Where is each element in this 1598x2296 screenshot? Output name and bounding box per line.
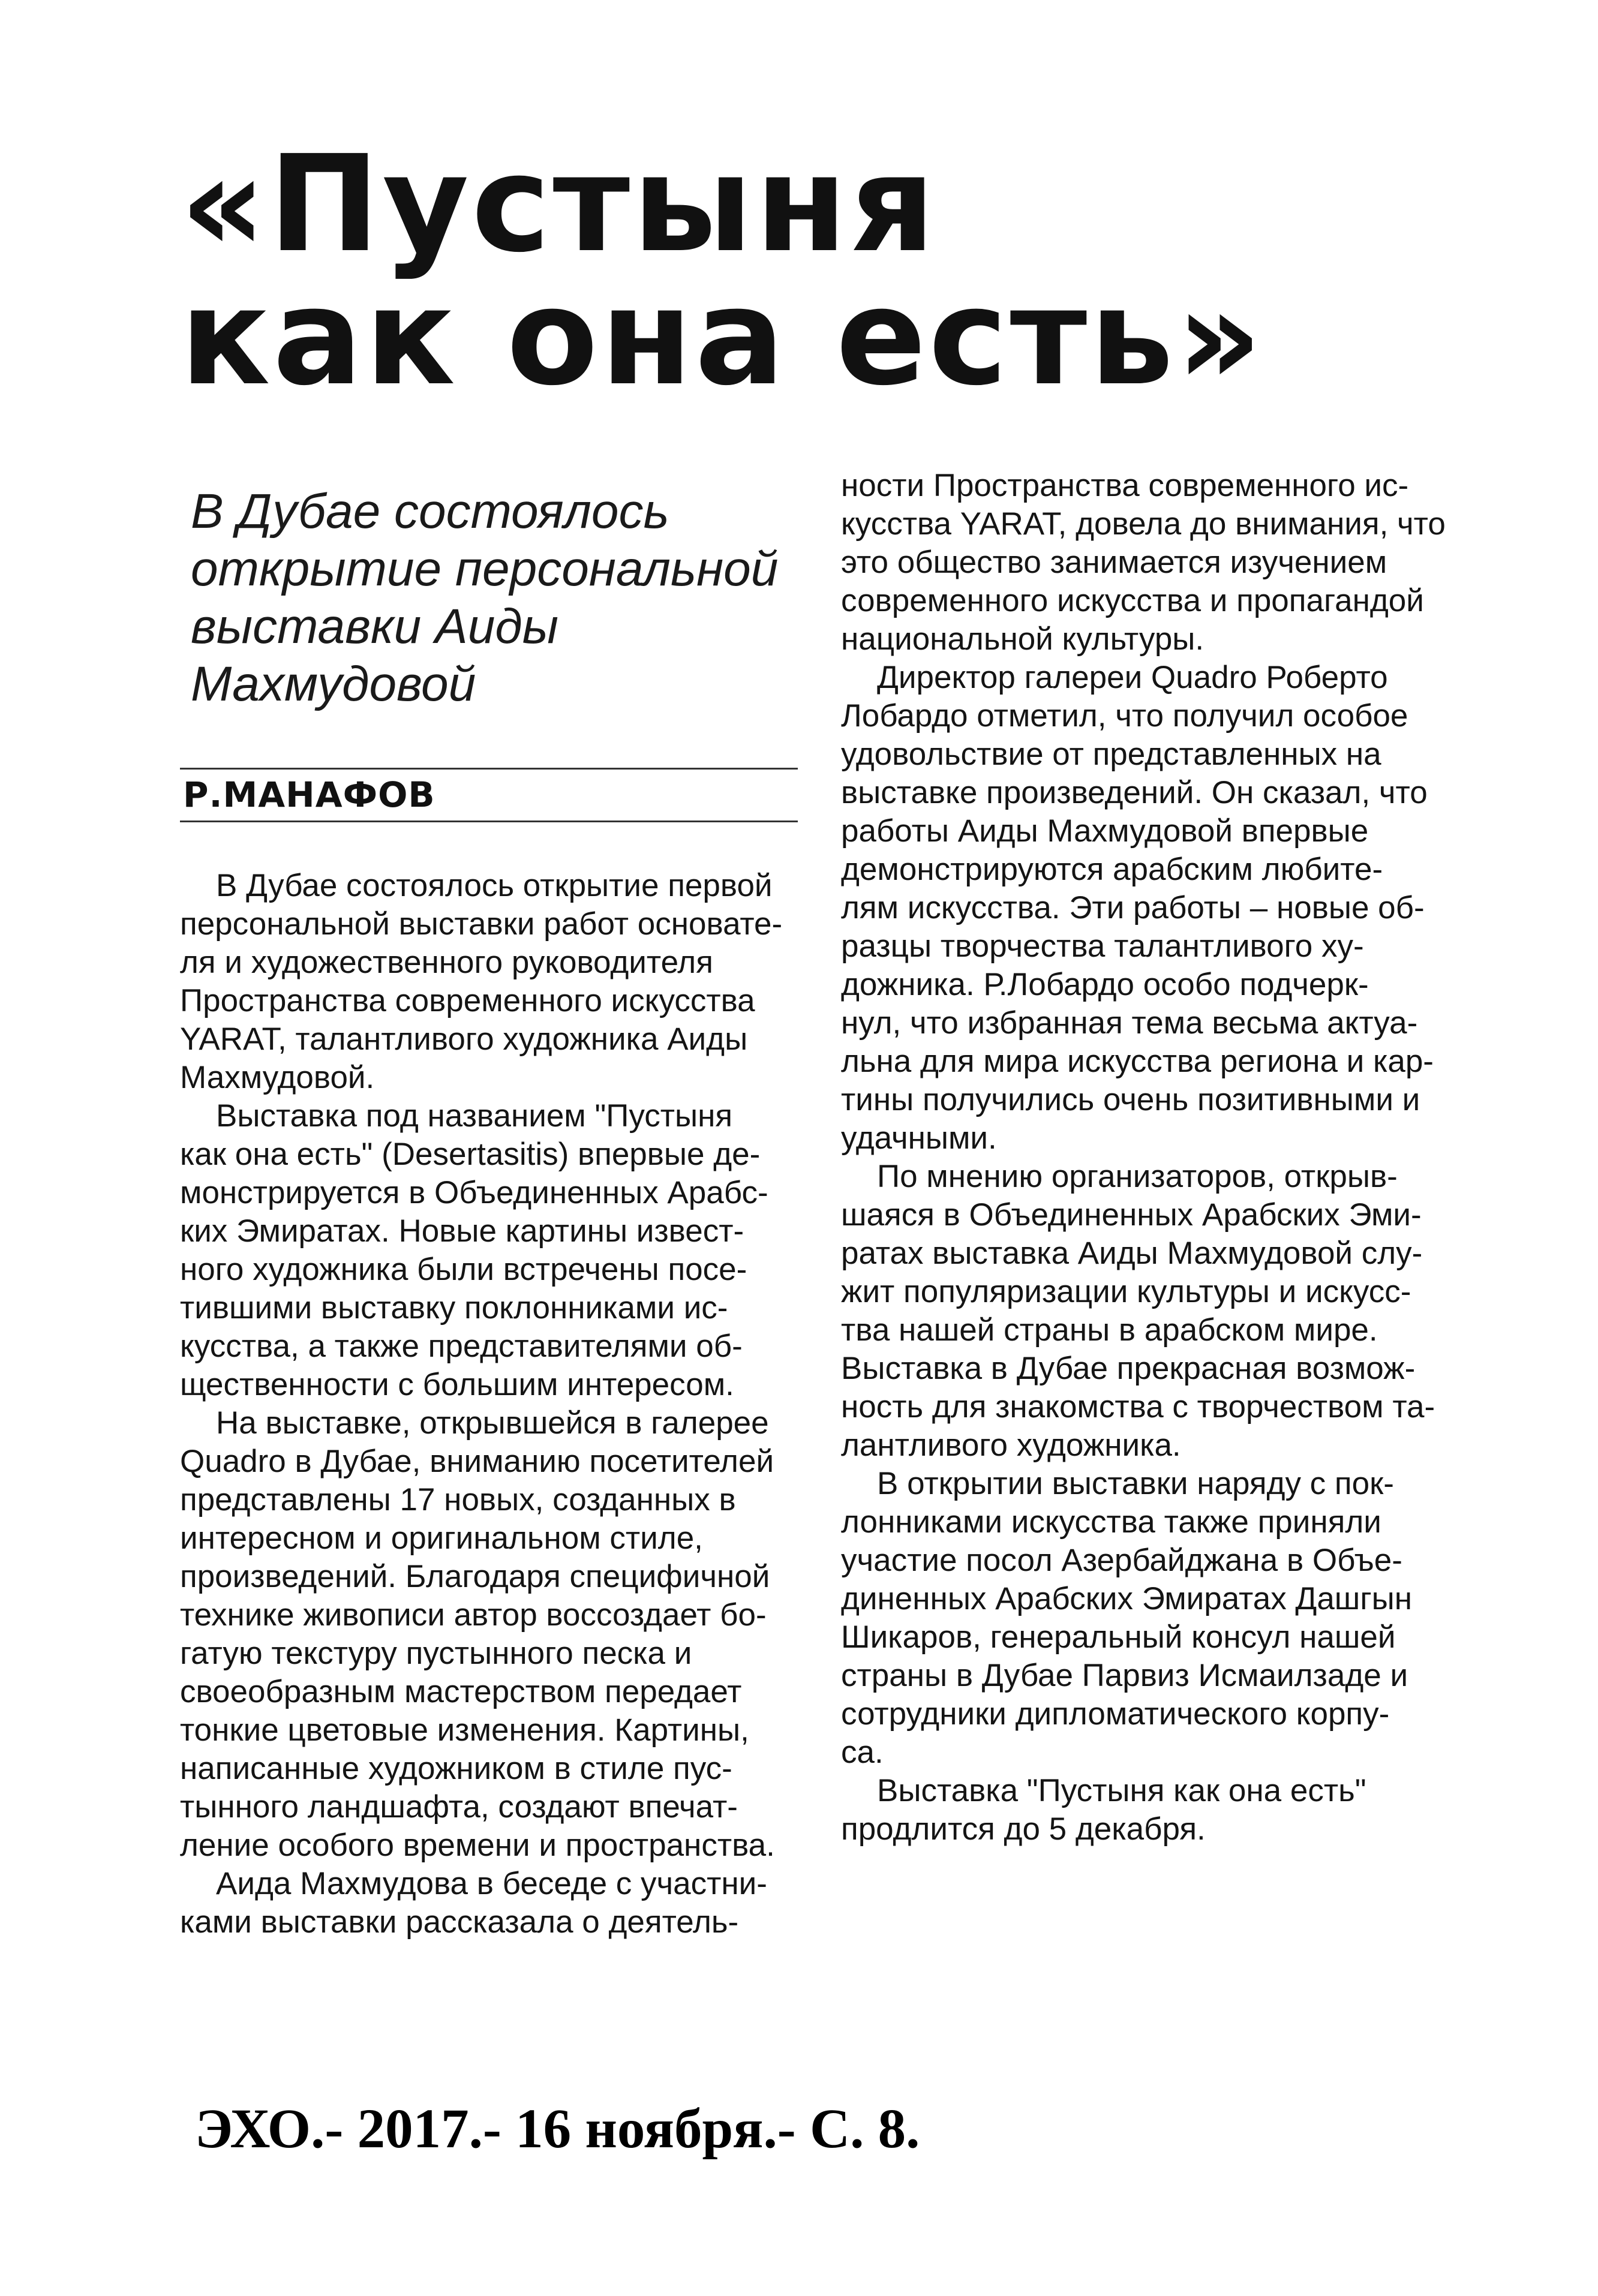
text-line: демонстрируются арабским любите- bbox=[841, 852, 1383, 887]
text-line: ного художника были встречены посе- bbox=[180, 1252, 747, 1287]
text-line: Выставка "Пустыня как она есть" bbox=[877, 1773, 1366, 1808]
article-column-right bbox=[841, 467, 1453, 1849]
text-line: тины получились очень позитивными и bbox=[841, 1082, 1420, 1117]
text-line: ности Пространства современного ис- bbox=[841, 468, 1409, 503]
text-line: персональной выставки работ основате- bbox=[180, 906, 783, 942]
text-line: тившими выставку поклонниками ис- bbox=[180, 1290, 728, 1326]
subtitle-line: открытие персональной bbox=[191, 542, 779, 596]
article-column-left bbox=[180, 867, 804, 1942]
text-line: Шикаров, генеральный консул нашей bbox=[841, 1619, 1396, 1655]
text-line: Директор галереи Quadro Роберто bbox=[877, 660, 1388, 695]
text-line: продлится до 5 декабря. bbox=[841, 1811, 1206, 1847]
text-line: сотрудники дипломатического корпу- bbox=[841, 1696, 1390, 1732]
subtitle-line: Махмудовой bbox=[191, 657, 476, 711]
text-line: тонкие цветовые изменения. Картины, bbox=[180, 1712, 749, 1748]
headline-line-1: «Пустыня bbox=[180, 127, 938, 282]
text-line: Махмудовой. bbox=[180, 1060, 375, 1095]
text-line: ля и художественного руководителя bbox=[180, 945, 713, 980]
text-line: лям искусства. Эти работы – новые об- bbox=[841, 890, 1425, 925]
text-line: льна для мира искусства региона и кар- bbox=[841, 1044, 1434, 1079]
subtitle-line: выставки Аиды bbox=[191, 599, 558, 654]
text-line: кусства, а также представителями об- bbox=[180, 1329, 743, 1364]
text-line: гатую текстуру пустынного песка и bbox=[180, 1636, 692, 1671]
text-line: дожника. Р.Лобардо особо подчерк- bbox=[841, 967, 1369, 1002]
text-line: диненных Арабских Эмиратах Дашгын bbox=[841, 1581, 1413, 1616]
text-line: написанные художником в стиле пус- bbox=[180, 1751, 732, 1786]
subtitle bbox=[191, 483, 803, 713]
headline bbox=[180, 127, 1500, 415]
text-line: удовольствие от представленных на bbox=[841, 737, 1381, 772]
text-line: тынного ландшафта, создают впечат- bbox=[180, 1789, 738, 1825]
text-line: нул, что избранная тема весьма актуа- bbox=[841, 1005, 1418, 1041]
text-line: интересном и оригинальном стиле, bbox=[180, 1520, 703, 1556]
text-line: выставке произведений. Он сказал, что bbox=[841, 775, 1428, 810]
text-line: жит популяризации культуры и искусс- bbox=[841, 1274, 1411, 1309]
author-rule-bottom bbox=[180, 821, 798, 822]
text-line: страны в Дубае Парвиз Исмаилзаде и bbox=[841, 1658, 1408, 1693]
text-line: ками выставки рассказала о деятель- bbox=[180, 1904, 739, 1940]
text-line: национальной культуры. bbox=[841, 621, 1204, 657]
text-line: ление особого времени и пространства. bbox=[180, 1828, 775, 1863]
text-line: Выставка под названием "Пустыня bbox=[216, 1098, 733, 1134]
text-line: Выставка в Дубае прекрасная возмож- bbox=[841, 1351, 1416, 1386]
text-line: ких Эмиратах. Новые картины извест- bbox=[180, 1213, 744, 1249]
text-line: Quadro в Дубае, вниманию посетителей bbox=[180, 1444, 774, 1479]
text-line: современного искусства и пропагандой bbox=[841, 583, 1424, 618]
text-line: своеобразным мастерством передает bbox=[180, 1674, 742, 1709]
text-line: По мнению организаторов, открыв- bbox=[877, 1159, 1398, 1194]
text-line: удачными. bbox=[841, 1120, 997, 1156]
text-line: произведений. Благодаря специфичной bbox=[180, 1559, 770, 1594]
text-line: технике живописи автор воссоздает бо- bbox=[180, 1597, 767, 1633]
text-line: разцы творчества талантливого ху- bbox=[841, 928, 1364, 964]
author-rule-top bbox=[180, 768, 798, 770]
text-line: Лобардо отметил, что получил особое bbox=[841, 698, 1408, 734]
text-line: кусства YARAT, довела до внимания, что bbox=[841, 506, 1446, 542]
subtitle-line: В Дубае состоялось bbox=[191, 484, 669, 539]
text-line: представлены 17 новых, созданных в bbox=[180, 1482, 736, 1517]
text-line: монстрируется в Объединенных Арабс- bbox=[180, 1175, 768, 1210]
text-line: YARAT, талантливого художника Аиды bbox=[180, 1021, 748, 1057]
text-line: В Дубае состоялось открытие первой bbox=[216, 868, 773, 903]
text-line: как она есть" (Desertasitis) впервые де- bbox=[180, 1137, 761, 1172]
source-citation: ЭХО.- 2017.- 16 ноября.- С. 8. bbox=[195, 2098, 920, 2160]
text-line: На выставке, открывшейся в галерее bbox=[216, 1405, 769, 1441]
text-line: Аида Махмудова в беседе с участни- bbox=[216, 1866, 767, 1901]
text-line: щественности с большим интересом. bbox=[180, 1367, 734, 1402]
text-line: лонниками искусства также приняли bbox=[841, 1504, 1381, 1540]
text-line: работы Аиды Махмудовой впервые bbox=[841, 813, 1369, 849]
text-line: В открытии выставки наряду с пок- bbox=[877, 1466, 1394, 1501]
text-line: шаяся в Объединенных Арабских Эми- bbox=[841, 1197, 1422, 1233]
text-line: Пространства современного искусства bbox=[180, 983, 755, 1018]
headline-line-2: как она есть» bbox=[180, 260, 1265, 415]
text-line: лантливого художника. bbox=[841, 1428, 1181, 1463]
author-byline: Р.МАНАФОВ bbox=[183, 774, 435, 815]
text-line: ность для знакомства с творчеством та- bbox=[841, 1389, 1435, 1425]
text-line: это общество занимается изучением bbox=[841, 545, 1387, 580]
text-line: участие посол Азербайджана в Объе- bbox=[841, 1543, 1402, 1578]
text-line: тва нашей страны в арабском мире. bbox=[841, 1312, 1378, 1348]
text-line: са. bbox=[841, 1735, 884, 1770]
text-line: ратах выставка Аиды Махмудовой слу- bbox=[841, 1236, 1423, 1271]
